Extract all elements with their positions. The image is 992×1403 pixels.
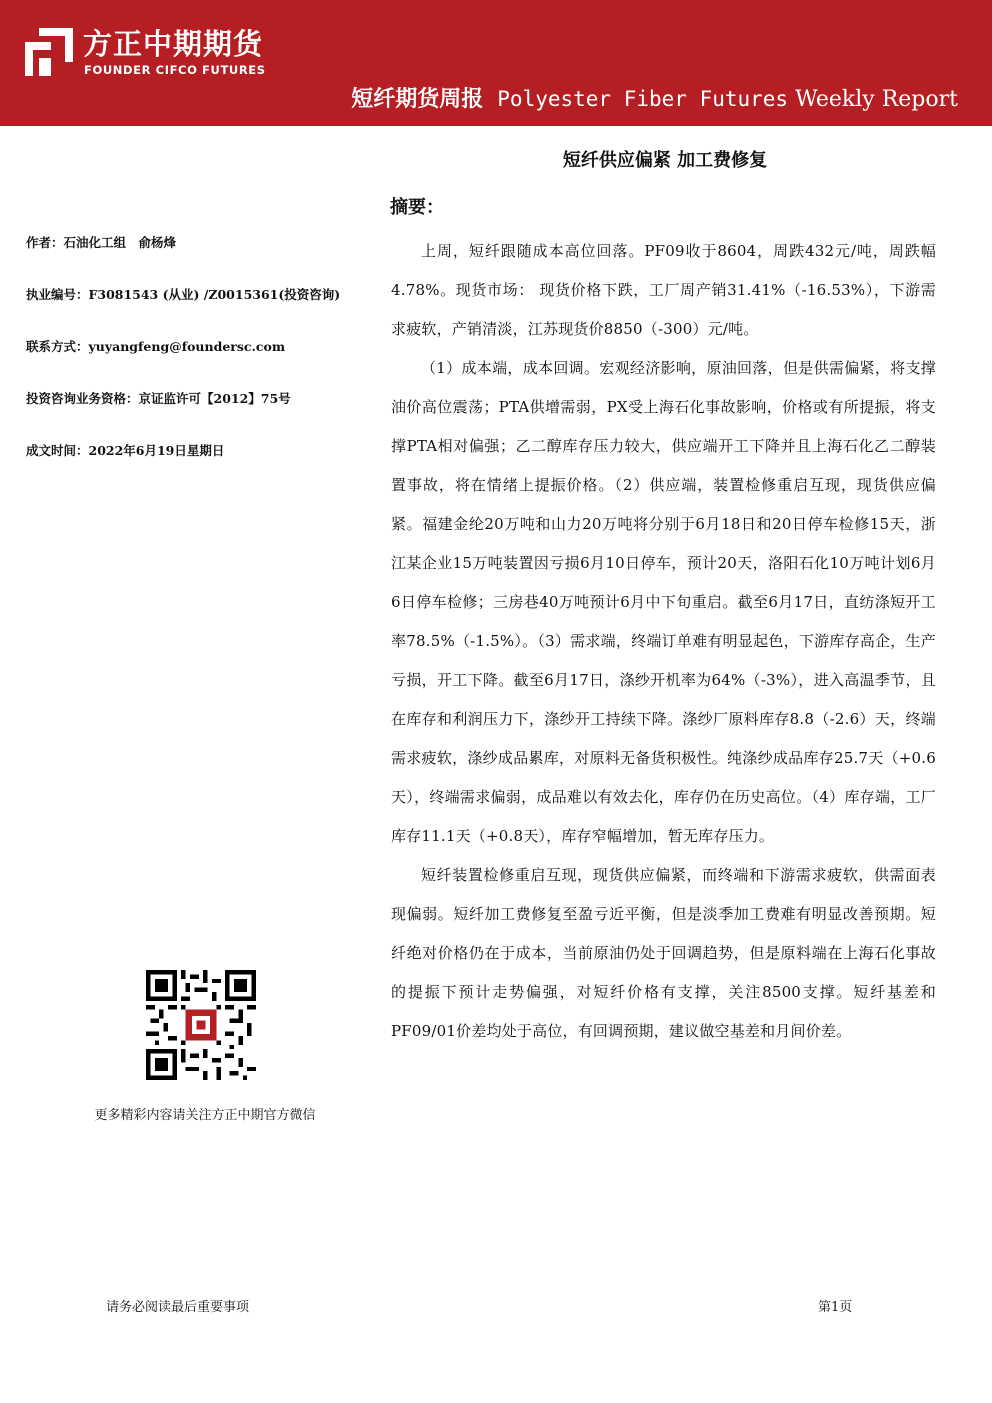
paragraph: 上周，短纤跟随成本高位回落。PF09收于8604，周跌432元/吨，周跌幅4.78%。现货市场： 现货价格下跌，工厂周产销31.41%（-16.53%），下游需求疲软，产销清淡，江苏现货价8850（-300）元/吨。	[391, 242, 936, 338]
report-title: 短纤供应偏紧 加工费修复	[562, 150, 768, 171]
abstract-body	[391, 232, 936, 1051]
abstract-label: 摘要：	[390, 197, 444, 218]
author-line: 作者：石油化工组 俞杨烽	[26, 235, 177, 250]
paragraph: 短纤装置检修重启互现，现货供应偏紧，而终端和下游需求疲软，供需面表现偏弱。短纤加工费修复至盈亏近平衡，但是淡季加工费难有明显改善预期。短纤绝对价格仍在于成本，当前原油仍处于回调趋势，但是原料端在上海石化事故的提振下预计走势偏强，对短纤价格有支撑，关注8500支撑。短纤基差和PF09/01价差均处于高位，有回调预期，建议做空基差和月间价差。	[391, 866, 936, 1040]
contact-line: 联系方式：yuyangfeng@foundersc.com	[26, 339, 286, 354]
page-number: 第1页	[818, 1300, 853, 1315]
wechat-qr-code	[146, 970, 256, 1080]
report-type-title	[351, 82, 958, 113]
report-title-cn: 短纤期货周报	[351, 87, 484, 112]
author-info	[26, 233, 366, 493]
paragraph: （1）成本端，成本回调。宏观经济影响，原油回落，但是供需偏紧，将支撑油价高位震荡；PTA供增需弱，PX受上海石化事故影响，价格或有所提振，将支撑PTA相对偏强；乙二醇库存压力较大，供应端开工下降并且上海石化乙二醇装置事故，将在情绪上提振价格。（2）供应端，装置检修重启互现，现货供应偏紧。福建金纶20万吨和山力20万吨将分别于6月18日和20日停车检修15天，浙江某企业15万吨装置因亏损6月10日停车，预计20天，洛阳石化10万吨计划6月6日停车检修；三房巷40万吨预计6月中下旬重启。截至6月17日，直纺涤短开工率78.5%（-1.5%）。（3）需求端，终端订单难有明显起色，下游库存高企，生产亏损，开工下降。截至6月17日，涤纱开机率为64%（-3%），进入高温季节，且在库存和利润压力下，涤纱开工持续下降。涤纱厂原料库存8.8（-2.6）天，终端需求疲软，涤纱成品累库，对原料无备货积极性。纯涤纱成品库存25.7天（+0.6天），终端需求偏弱，成品难以有效去化，库存仍在历史高位。（4）库存端，工厂库存11.1天（+0.8天），库存窄幅增加，暂无库存压力。	[391, 359, 936, 845]
qualification-line: 投资咨询业务资格：京证监许可【2012】75号	[26, 391, 291, 406]
report-title-en-serif: Weekly Report	[795, 87, 958, 112]
footer-notice: 请务必阅读最后重要事项	[106, 1300, 250, 1315]
company-name-cn: 方正中期期货	[83, 27, 264, 61]
report-title-en-mono: Polyester Fiber Futures	[497, 87, 789, 111]
license-number-line: 执业编号：F3081543 (从业) /Z0015361(投资咨询)	[26, 287, 341, 302]
date-line: 成文时间：2022年6月19日星期日	[26, 443, 225, 458]
report-header	[0, 0, 992, 126]
company-name-en: FOUNDER CIFCO FUTURES	[84, 63, 266, 77]
qr-caption: 更多精彩内容请关注方正中期官方微信	[94, 1108, 316, 1123]
company-logo-icon	[25, 28, 73, 76]
